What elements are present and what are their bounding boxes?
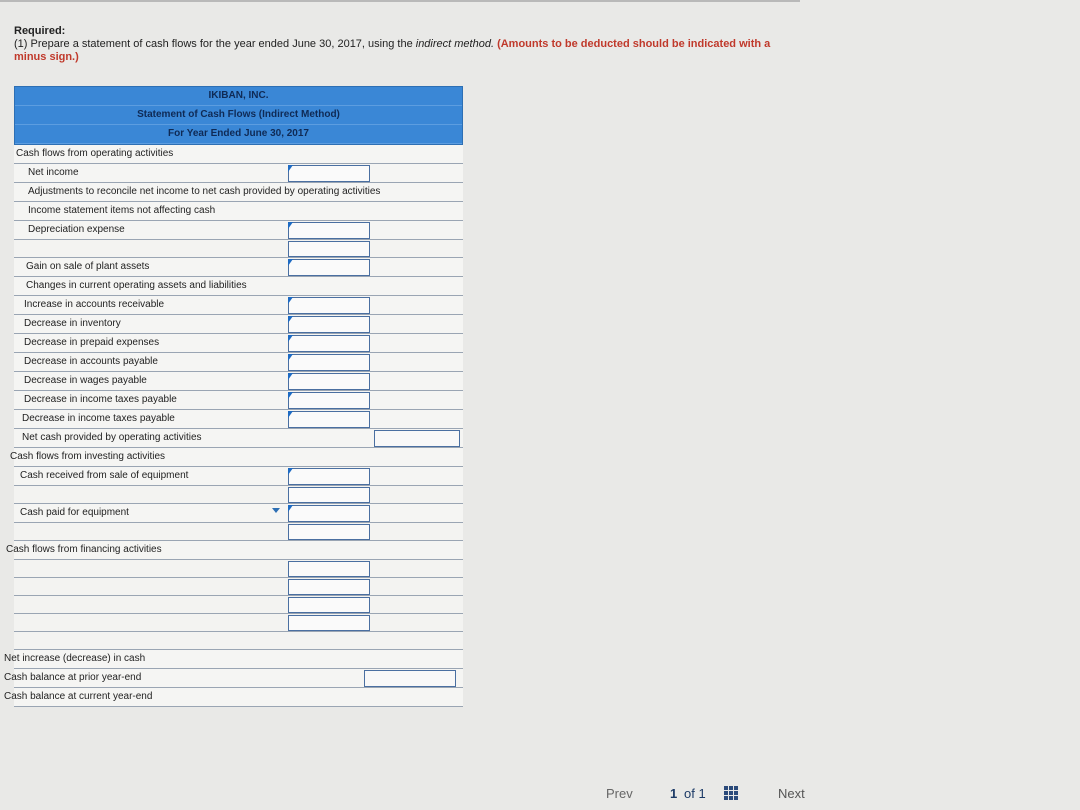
statement-period: For Year Ended June 30, 2017 xyxy=(15,125,462,144)
decrease-taxes-input-1[interactable] xyxy=(288,392,370,409)
row-label: Cash balance at current year-end xyxy=(4,691,153,702)
financing-entry-row[interactable] xyxy=(14,614,463,632)
row-changes-current xyxy=(14,277,463,296)
row-label: Net income xyxy=(28,167,79,178)
row-label: Cash flows from investing activities xyxy=(10,451,166,462)
row-decrease-taxes-2 xyxy=(14,410,463,429)
row-label: Net cash provided by operating activities xyxy=(22,432,202,443)
row-decrease-ap xyxy=(14,353,463,372)
row-net-income xyxy=(14,164,463,183)
row-cash-prior xyxy=(4,669,463,688)
blank-entry-row[interactable] xyxy=(14,486,463,504)
financing-amount-input[interactable] xyxy=(288,597,370,613)
row-label: Net increase (decrease) in cash xyxy=(4,653,146,664)
blank-amount-input[interactable] xyxy=(288,241,370,257)
row-gain-sale xyxy=(14,258,463,277)
row-decrease-taxes-1 xyxy=(14,391,463,410)
row-net-change xyxy=(4,650,463,669)
blank-entry-row[interactable] xyxy=(14,240,463,258)
financing-entry-row[interactable] xyxy=(14,596,463,614)
financing-amount-input[interactable] xyxy=(288,615,370,631)
instruction-method: indirect method. xyxy=(415,38,495,50)
blank-amount-input[interactable] xyxy=(288,487,370,503)
blank-amount-input[interactable] xyxy=(288,524,370,540)
row-label: Decrease in income taxes payable xyxy=(22,413,175,424)
prev-button[interactable]: Prev xyxy=(606,786,633,801)
blank-entry-row[interactable] xyxy=(14,523,463,541)
row-investing-header xyxy=(10,448,463,467)
row-label: Decrease in prepaid expenses xyxy=(24,337,160,348)
row-label: Decrease in accounts payable xyxy=(24,356,158,367)
cash-received-equipment-input[interactable] xyxy=(288,468,370,485)
row-net-operating xyxy=(14,429,463,448)
company-name: IKIBAN, INC. xyxy=(15,87,462,106)
row-label: Cash flows from operating activities xyxy=(16,148,174,159)
net-operating-input[interactable] xyxy=(374,430,460,447)
statement-header xyxy=(14,86,463,145)
decrease-taxes-input-2[interactable] xyxy=(288,411,370,428)
cash-prior-input[interactable] xyxy=(364,670,456,687)
decrease-ap-input[interactable] xyxy=(288,354,370,371)
next-button[interactable]: Next xyxy=(778,786,805,801)
row-label: Income statement items not affecting cash xyxy=(28,205,216,216)
gain-sale-input[interactable] xyxy=(288,259,370,276)
row-label: Decrease in inventory xyxy=(24,318,121,329)
cash-flow-statement xyxy=(4,86,463,707)
top-divider xyxy=(0,0,800,2)
increase-ar-input[interactable] xyxy=(288,297,370,314)
row-label: Cash balance at prior year-end xyxy=(4,672,142,683)
row-decrease-inventory xyxy=(14,315,463,334)
financing-entry-row[interactable] xyxy=(14,632,463,650)
financing-entry-row[interactable] xyxy=(14,560,463,578)
row-cash-paid-equipment xyxy=(14,504,463,523)
row-label: Depreciation expense xyxy=(28,224,125,235)
row-label: Cash flows from financing activities xyxy=(6,544,162,555)
row-label: Adjustments to reconcile net income to net cash provided by operating activities xyxy=(28,186,381,197)
row-income-items xyxy=(14,202,463,221)
depreciation-input[interactable] xyxy=(288,222,370,239)
row-label: Increase in accounts receivable xyxy=(24,299,165,310)
decrease-inventory-input[interactable] xyxy=(288,316,370,333)
row-increase-ar xyxy=(14,296,463,315)
row-decrease-prepaid xyxy=(14,334,463,353)
page-number: 1 xyxy=(670,786,678,801)
question-instructions xyxy=(14,25,794,64)
page-of-label: of 1 xyxy=(684,786,706,801)
row-label: Cash received from sale of equipment xyxy=(20,470,189,481)
decrease-wages-input[interactable] xyxy=(288,373,370,390)
row-operating-header xyxy=(14,145,463,164)
grid-icon[interactable] xyxy=(724,786,738,800)
row-cash-received-equipment xyxy=(14,467,463,486)
cash-paid-equipment-input[interactable] xyxy=(288,505,370,522)
financing-amount-input[interactable] xyxy=(288,561,370,577)
row-label: Decrease in wages payable xyxy=(24,375,147,386)
row-financing-header xyxy=(6,541,463,560)
row-label: Gain on sale of plant assets xyxy=(26,261,150,272)
financing-entry-row[interactable] xyxy=(14,578,463,596)
net-income-input[interactable] xyxy=(288,165,370,182)
instruction-note: (Amounts to be deducted should be indicated with a minus sign.) xyxy=(14,38,771,63)
row-depreciation xyxy=(14,221,463,240)
instruction-text: (1) Prepare a statement of cash flows for the year ended June 30, 2017, using the xyxy=(14,38,416,50)
statement-title: Statement of Cash Flows (Indirect Method) xyxy=(15,106,462,125)
decrease-prepaid-input[interactable] xyxy=(288,335,370,352)
row-adjustments xyxy=(14,183,463,202)
row-decrease-wages xyxy=(14,372,463,391)
row-label: Cash paid for equipment xyxy=(20,507,129,518)
row-label: Changes in current operating assets and liabilities xyxy=(26,280,247,291)
pagination-bar xyxy=(0,776,1080,810)
chevron-down-icon[interactable] xyxy=(272,508,280,513)
financing-amount-input[interactable] xyxy=(288,579,370,595)
row-cash-current xyxy=(4,688,463,707)
required-label: Required: xyxy=(14,25,66,37)
row-label: Decrease in income taxes payable xyxy=(24,394,177,405)
